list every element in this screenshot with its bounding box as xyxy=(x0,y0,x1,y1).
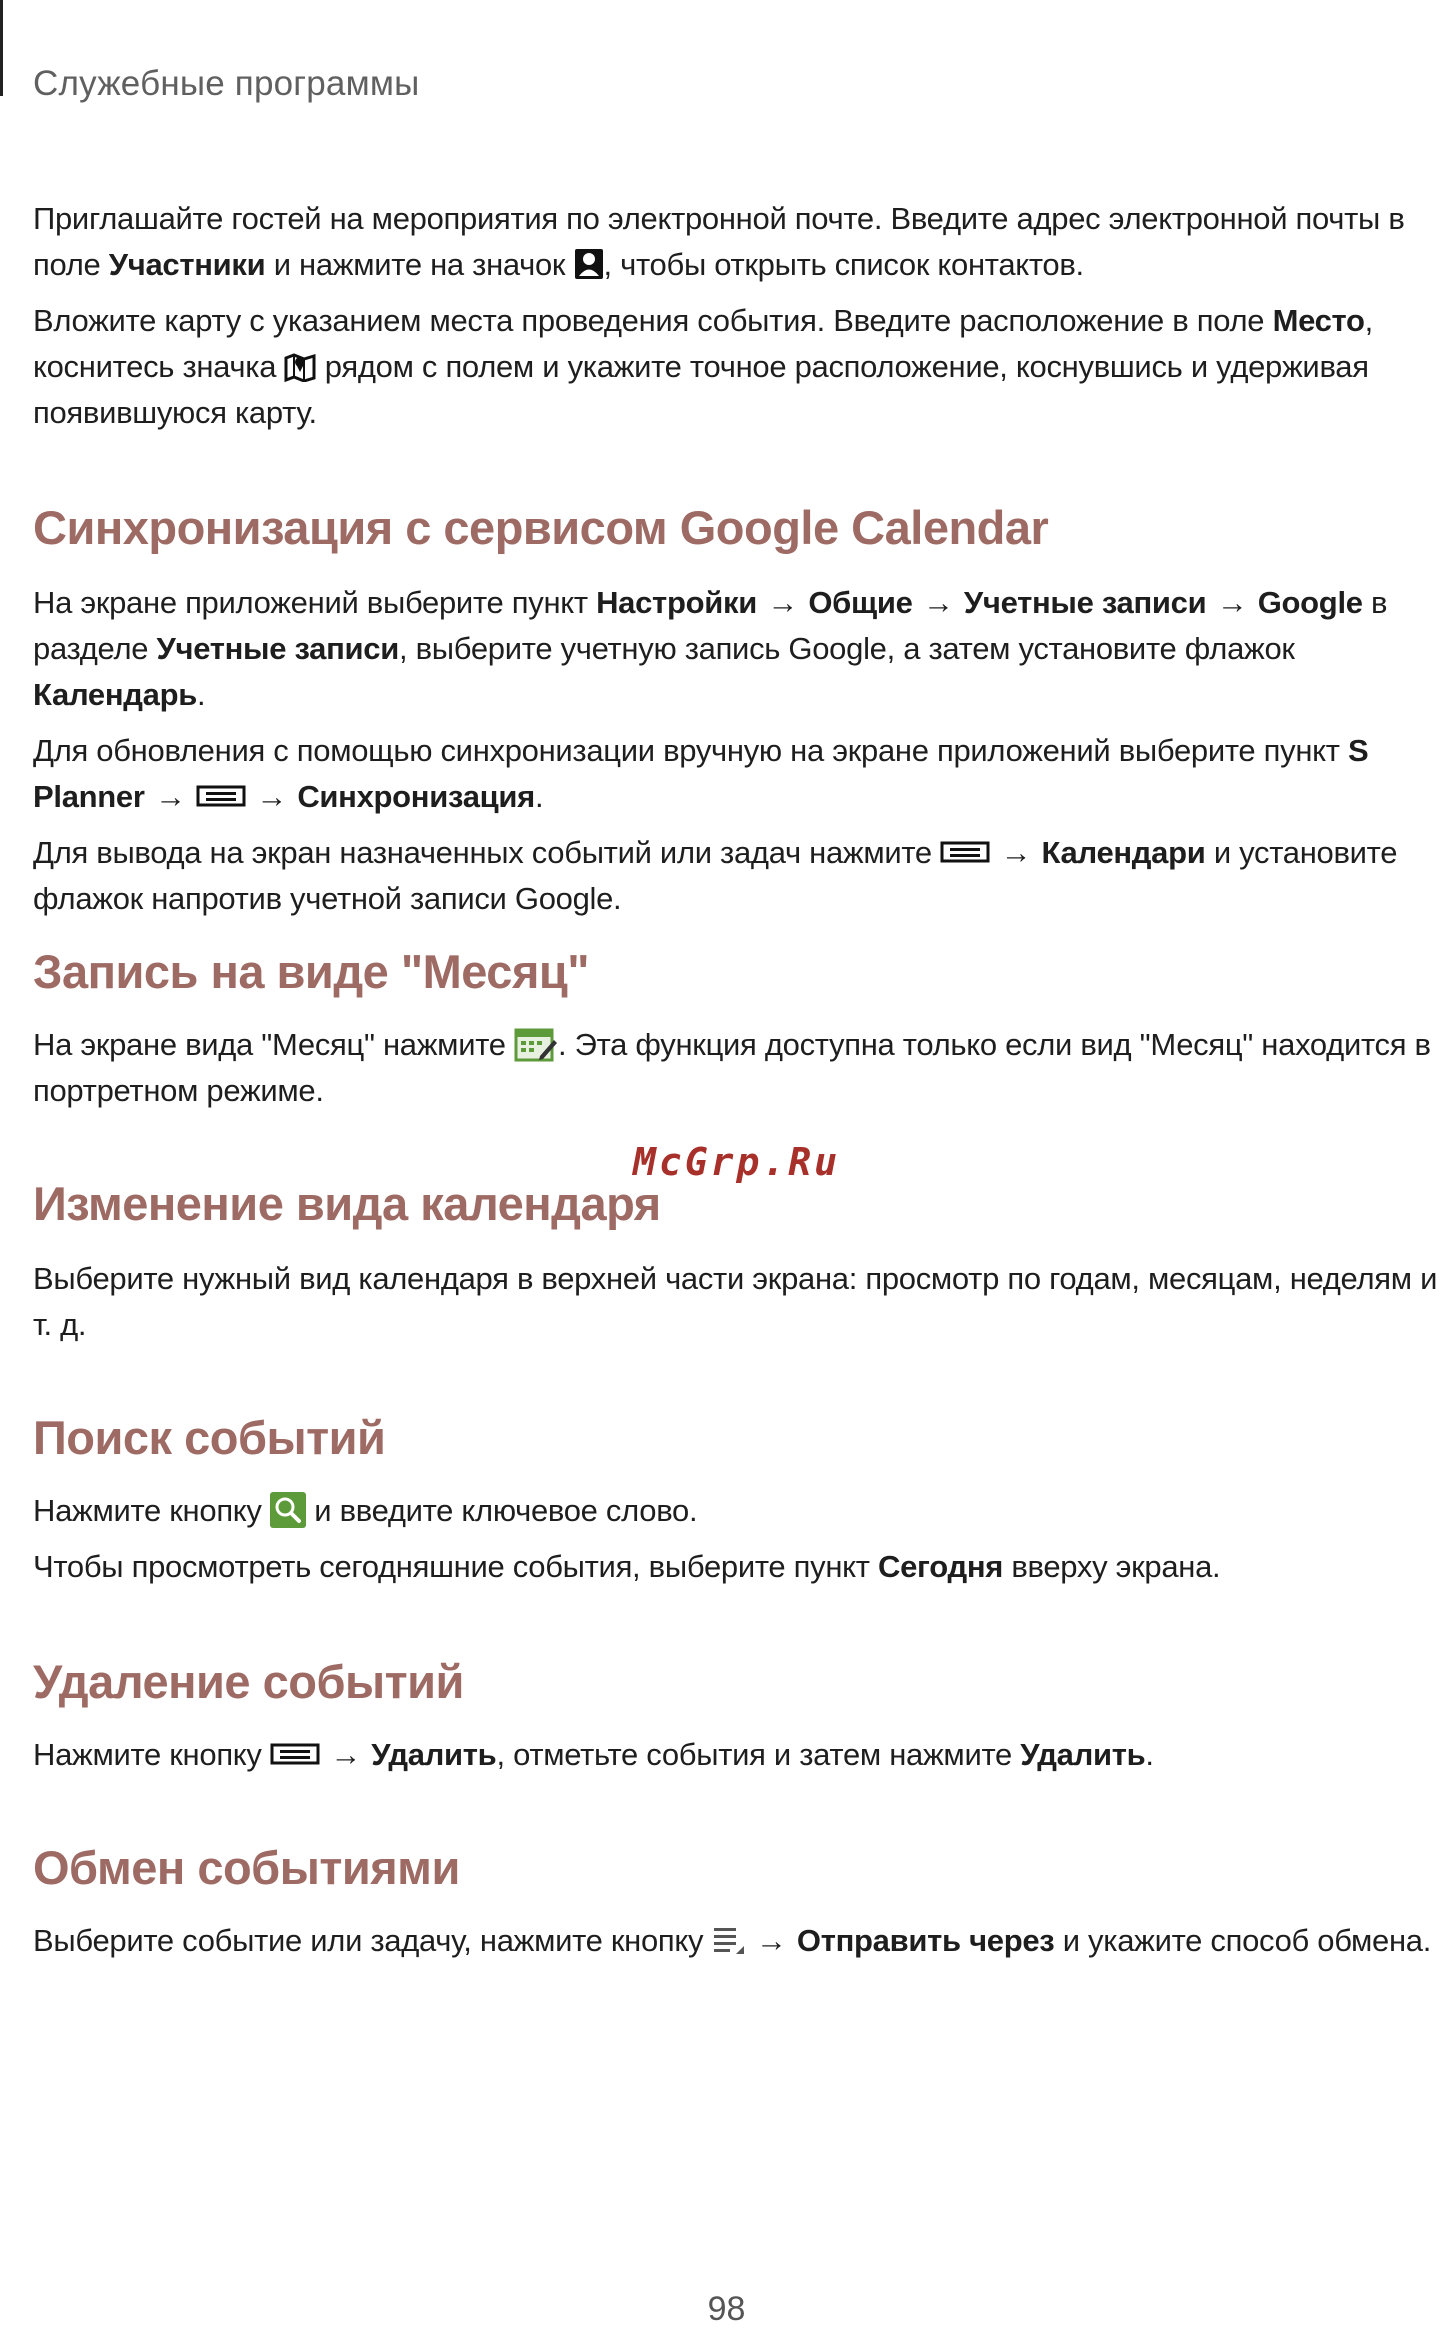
sync-paragraph-1: На экране приложений выберите пункт Настройки → Общие → Учетные записи → Google в разделе Учетные записи, выберите учетную запись Google, а затем установите флажок Календарь. xyxy=(33,585,1388,712)
section-title-month: Запись на виде "Месяц" xyxy=(33,945,590,998)
delete-block xyxy=(33,1732,1443,1788)
page-number: 98 xyxy=(707,2290,746,2328)
section-title-delete: Удаление событий xyxy=(33,1655,464,1708)
search-paragraph-1: Нажмите кнопку и введите ключевое слово. xyxy=(33,1493,698,1528)
list-options-icon xyxy=(712,1924,746,1956)
calendar-edit-icon xyxy=(514,1026,558,1062)
header-rule xyxy=(0,0,3,96)
sync-paragraph-3: Для вывода на экран назначенных событий или задач нажмите → Календари и установите флажок напротив учетной записи Google. xyxy=(33,835,1398,916)
contacts-icon xyxy=(574,248,604,280)
sync-block xyxy=(33,580,1443,932)
search-paragraph-2: Чтобы просмотреть сегодняшние события, выберите пункт Сегодня вверху экрана. xyxy=(33,1549,1221,1584)
section-title-share: Обмен событиями xyxy=(33,1841,460,1894)
month-paragraph-1: На экране вида "Месяц" нажмите . Эта функция доступна только если вид "Месяц" находится в портретном режиме. xyxy=(33,1027,1431,1108)
chapter-title: Служебные программы xyxy=(33,64,420,103)
intro-block xyxy=(33,196,1443,446)
intro-paragraph-1: Приглашайте гостей на мероприятия по электронной почте. Введите адрес электронной почты в поле Участники и нажмите на значок , чтобы открыть список контактов. xyxy=(33,201,1405,282)
search-icon xyxy=(270,1492,306,1528)
delete-paragraph-1: Нажмите кнопку → Удалить, отметьте события и затем нажмите Удалить. xyxy=(33,1737,1154,1772)
share-paragraph-1: Выберите событие или задачу, нажмите кнопку → Отправить через и укажите способ обмена. xyxy=(33,1923,1432,1958)
menu-icon xyxy=(270,1742,320,1766)
sync-paragraph-2: Для обновления с помощью синхронизации вручную на экране приложений выберите пункт S Planner → → Синхронизация. xyxy=(33,733,1369,814)
menu-icon xyxy=(196,784,246,808)
view-block xyxy=(33,1256,1443,1358)
menu-icon xyxy=(940,840,990,864)
search-block xyxy=(33,1488,1443,1600)
share-block xyxy=(33,1918,1443,1974)
view-paragraph-1: Выберите нужный вид календаря в верхней части экрана: просмотр по годам, месяцам, неделям и т. д. xyxy=(33,1261,1438,1342)
map-icon xyxy=(284,350,316,382)
section-title-search: Поиск событий xyxy=(33,1411,386,1464)
section-title-sync: Синхронизация с сервисом Google Calendar xyxy=(33,501,1049,554)
watermark: McGrp.Ru xyxy=(633,1140,841,1184)
section-title-view: Изменение вида календаря xyxy=(33,1177,661,1230)
intro-paragraph-2: Вложите карту с указанием места проведения события. Введите расположение в поле Место, коснитесь значка рядом с полем и укажите точное расположение, коснувшись и удерживая появившуюся карту. xyxy=(33,303,1373,430)
month-block xyxy=(33,1022,1443,1124)
